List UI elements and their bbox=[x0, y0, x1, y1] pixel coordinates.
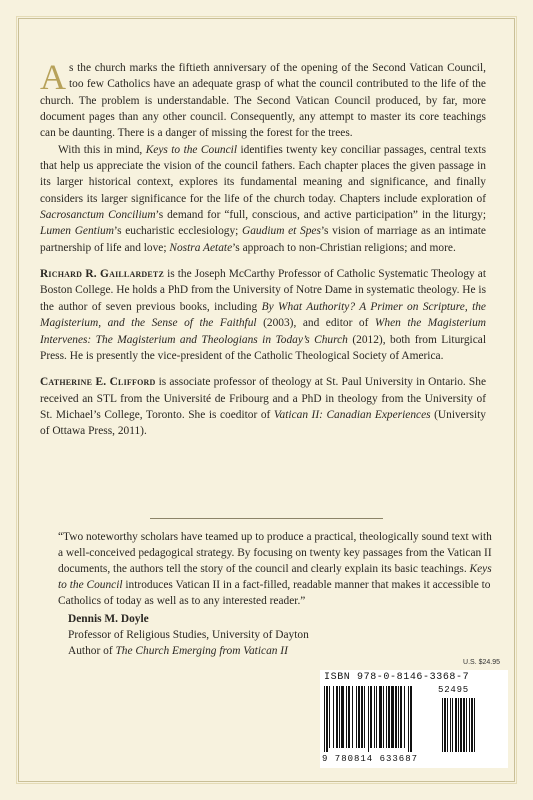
barcode-bar bbox=[398, 686, 399, 748]
author-name: Richard R. Gaillardetz bbox=[40, 268, 165, 281]
barcode-bar bbox=[404, 686, 405, 748]
endorser-name: Dennis M. Doyle bbox=[68, 613, 149, 625]
barcode-bar bbox=[358, 686, 360, 748]
isbn-text: ISBN 978-0-8146-3368-7 bbox=[324, 672, 470, 683]
barcode-bar bbox=[410, 686, 412, 752]
barcode-bar bbox=[364, 686, 365, 748]
barcode-bar bbox=[368, 686, 369, 752]
addon-bar bbox=[460, 698, 462, 752]
author-name: Catherine E. Clifford bbox=[40, 376, 156, 389]
addon-bar bbox=[471, 698, 473, 752]
endorsement bbox=[58, 529, 492, 659]
barcode-bar bbox=[336, 686, 338, 748]
barcode-bar bbox=[324, 686, 325, 752]
barcode-bar bbox=[333, 686, 334, 748]
endorser-role: Professor of Religious Studies, University of Dayton bbox=[68, 629, 309, 641]
barcode-bar bbox=[391, 686, 394, 748]
price: U.S. $24.95 bbox=[463, 659, 500, 666]
barcode-bar bbox=[400, 686, 402, 748]
barcode-bar bbox=[326, 686, 328, 752]
barcode bbox=[320, 659, 508, 768]
barcode-bar bbox=[361, 686, 363, 748]
author-bio-gaillardetz: Richard R. Gaillardetz is the Joseph McCarthy Professor of Catholic Systematic Theology at Boston College. He holds a PhD from the University of Notre Dame in systematic theology. He is the author of seven previous books, including By What Authority? A Primer on Scripture, the Magisterium, and the Sense of the Faithful (2003), and editor of When the Magisterium Intervenes: The Magisterium and Theologians in Today’s Church (2012), both from Liturgical Press. He is presently the vice-president of the Catholic Theological Society of America. bbox=[40, 268, 486, 362]
addon-bar bbox=[452, 698, 453, 752]
drop-cap: A bbox=[40, 57, 66, 97]
addon-bar bbox=[469, 698, 470, 752]
author-bio-clifford: Catherine E. Clifford is associate professor of theology at St. Paul University in Ontario. She received an STL from the Université de Fribourg and a PhD in theology from the University of St. Michael’s College, Toronto. She is coeditor of Vatican II: Canadian Experiences (University of Ottawa Press, 2011). bbox=[40, 376, 486, 438]
summary-paragraph: With this in mind, Keys to the Council identifies twenty key conciliar passages, central texts that help us appreciate the vision of the council fathers. Each chapter places the given passage in its larger historical context, explores its fundamental meaning and significance, and finally considers its larger significance for the life of the church today. Chapters include exploration of Sacrosanctum Concilium’s demand for “full, conscious, and active participation” in the liturgy; Lumen Gentium’s eucharistic ecclesiology; Gaudium et Spes’s vision of marriage as an intimate partnership of life and love; Nostra Aetate’s approach to non-Christian religions; and more. bbox=[40, 143, 487, 254]
endorser-book: Author of The Church Emerging from Vatican II bbox=[68, 645, 288, 657]
barcode-bar bbox=[339, 686, 340, 748]
barcode-bar bbox=[395, 686, 397, 748]
endorsement-text: “Two noteworthy scholars have teamed up to produce a practical, theologically sound text with a well-conceived pedagogical strategy. By focusing on twenty key passages from the Vatican II documents, the authors tell the story of the council and clearly explain its basic teachings. Keys to the Council introduces Vatican II in a fact-filled, readable manner that makes it accessible to Catholics of today as well as to any interested reader.” bbox=[58, 531, 492, 607]
barcode-bars bbox=[324, 686, 504, 756]
addon-bar bbox=[458, 698, 459, 752]
barcode-bar bbox=[386, 686, 387, 748]
addon-bar bbox=[466, 698, 467, 752]
addon-bar bbox=[442, 698, 443, 752]
barcode-bar bbox=[341, 686, 344, 748]
addon-bar bbox=[455, 698, 457, 752]
price-addon-code: 52495 bbox=[438, 685, 470, 695]
divider bbox=[150, 518, 383, 519]
barcode-bar bbox=[383, 686, 384, 748]
addon-bar bbox=[444, 698, 446, 752]
ean-digits: 9 780814 633687 bbox=[322, 754, 419, 764]
barcode-bar bbox=[388, 686, 390, 748]
barcode-bar bbox=[374, 686, 375, 748]
barcode-bar bbox=[370, 686, 372, 748]
barcode-bar bbox=[408, 686, 409, 752]
addon-bar bbox=[450, 698, 451, 752]
addon-bar bbox=[474, 698, 475, 752]
barcode-bar bbox=[376, 686, 377, 748]
barcode-bar bbox=[348, 686, 350, 748]
barcode-bar bbox=[329, 686, 330, 748]
barcode-bar bbox=[379, 686, 382, 748]
barcode-bar bbox=[352, 686, 353, 748]
addon-bar bbox=[463, 698, 465, 752]
description bbox=[40, 57, 487, 440]
addon-bar bbox=[447, 698, 448, 752]
intro-paragraph: As the church marks the fiftieth anniversary of the opening of the Second Vatican Council, too few Catholics have an adequate grasp of what the council contributed to the life of the church. The problem is understandable. The Second Vatican Council produced, by far, more document pages than any other council. Consequently, any attempt to master its core teachings can be daunting. There is a danger of missing the forest for the trees. bbox=[40, 57, 486, 140]
barcode-bar bbox=[346, 686, 347, 748]
barcode-bar bbox=[356, 686, 357, 748]
